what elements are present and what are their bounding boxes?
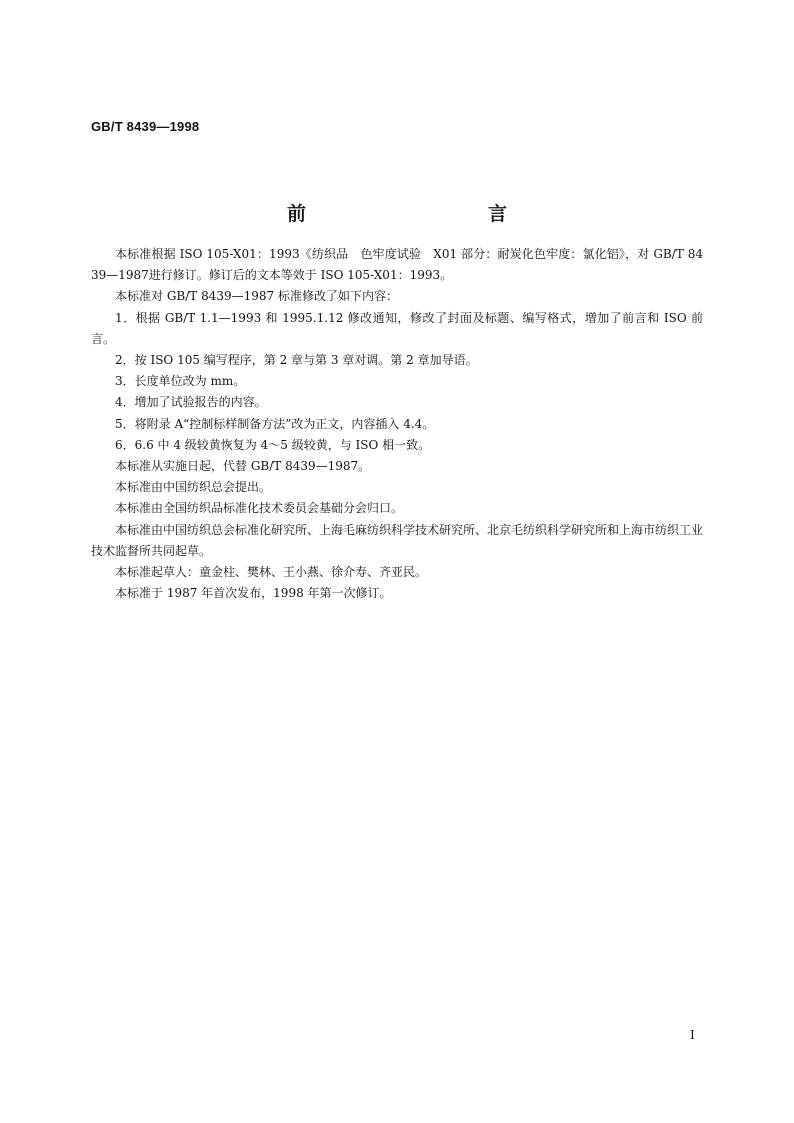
paragraph-change-6: 6．6.6 中 4 级较黄恢复为 4～5 级较黄，与 ISO 相一致。 [115, 437, 431, 452]
paragraph-proposed-by: 本标准由中国纺织总会提出。 [115, 480, 272, 495]
standard-code-header: GB/T 8439—1998 [91, 119, 200, 134]
paragraph-centralized-by: 本标准由全国纺织品标准化技术委员会基础分会归口。 [115, 501, 404, 516]
paragraph-change-4: 4．增加了试验报告的内容。 [115, 395, 267, 410]
page-number: I [690, 1028, 695, 1042]
paragraph-change-2: 2．按 ISO 105 编写程序，第 2 章与第 3 章对调。第 2 章加导语。 [115, 353, 478, 368]
paragraph-changes-lead: 本标准对 GB/T 8439—1987 标准修改了如下内容： [115, 289, 398, 304]
paragraph-drafted-by: 本标准由中国纺织总会标准化研究所、上海毛麻纺织科学技术研究所、北京毛纺织科学研究所和上海市纺织工业技术监督所共同起草。 [91, 522, 704, 558]
paragraph-intro: 本标准根据 ISO 105-X01：1993《纺织品 色牢度试验 X01 部分：耐炭化色牢度：氯化铝》，对 GB/T 8439—1987进行修订。修订后的文本等效于 ISO 105-X01：1993。 [91, 247, 703, 283]
paragraph-change-5: 5．将附录 A“控制标样制备方法”改为正文，内容插入 4.4。 [115, 416, 435, 431]
body-text [91, 244, 703, 604]
page-title: 前 言 [286, 203, 555, 225]
paragraph-change-1: 1．根据 GB/T 1.1—1993 和 1995.1.12 修改通知，修改了封面及标题、编写格式，增加了前言和 ISO 前言。 [91, 310, 703, 346]
paragraph-replaces: 本标准从实施日起，代替 GB/T 8439—1987。 [115, 459, 371, 474]
paragraph-drafters: 本标准起草人：童金柱、樊林、王小燕、徐介寿、齐亚民。 [115, 565, 428, 580]
paragraph-history: 本标准于 1987 年首次发布，1998 年第一次修订。 [115, 586, 392, 601]
paragraph-change-3: 3．长度单位改为 mm。 [115, 374, 246, 389]
